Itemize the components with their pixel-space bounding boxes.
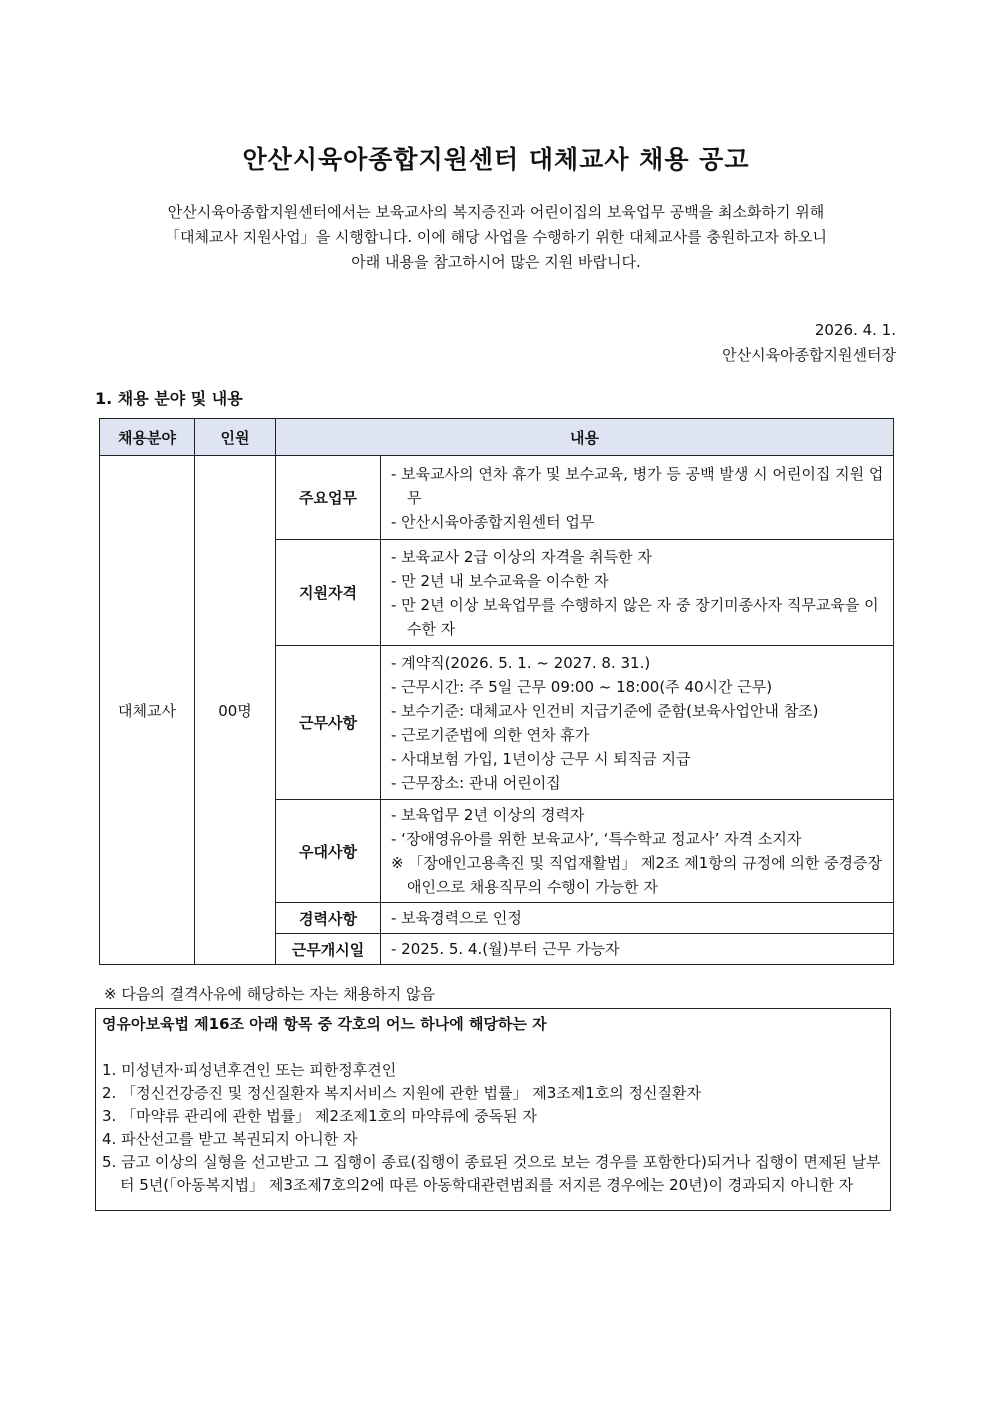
announce-date: 2026. 4. 1. bbox=[814, 321, 896, 339]
page-title: 안산시육아종합지원센터 대체교사 채용 공고 bbox=[242, 145, 750, 174]
intro-line: 아래 내용을 참고하시어 많은 지원 바랍니다. bbox=[351, 253, 641, 271]
disqualify-item: 1. 미성년자·피성년후견인 또는 피한정후견인 bbox=[102, 1061, 397, 1079]
content-line: - 근무시간: 주 5일 근무 09:00 ~ 18:00(주 40시간 근무) bbox=[391, 677, 773, 696]
field-cell: 대체교사 bbox=[100, 456, 195, 965]
category-cell: 우대사항 bbox=[276, 800, 381, 903]
content-line: - 사대보험 가입, 1년이상 근무 시 퇴직금 지급 bbox=[391, 749, 691, 768]
category-cell: 경력사항 bbox=[276, 903, 381, 934]
content-cell bbox=[381, 934, 894, 965]
content-line: - 만 2년 이상 보육업무를 수행하지 않은 자 중 장기미종사자 직무교육을 이수한 자 bbox=[391, 595, 879, 638]
content-line: ※ 「장애인고용촉진 및 직업재활법」 제2조 제1항의 규정에 의한 중경증장애인으로 채용직무의 수행이 가능한 자 bbox=[391, 854, 883, 896]
date-block bbox=[722, 318, 896, 368]
disqualify-item: 3. 「마약류 관리에 관한 법률」 제2조제1호의 마약류에 중독된 자 bbox=[102, 1107, 537, 1125]
intro-line: 「대체교사 지원사업」을 시행합니다. 이에 해당 사업을 수행하기 위한 대체교사를 충원하고자 하오니 bbox=[164, 228, 828, 246]
disqualify-note: ※ 다음의 결격사유에 해당하는 자는 채용하지 않음 bbox=[104, 985, 435, 1003]
count-cell: 00명 bbox=[195, 456, 276, 965]
content-cell bbox=[381, 540, 894, 646]
content-cell bbox=[381, 646, 894, 800]
content-line: - 근로기준법에 의한 연차 휴가 bbox=[391, 725, 590, 744]
content-line: - 보육경력으로 인정 bbox=[391, 909, 522, 927]
content-line: - 보육교사의 연차 휴가 및 보수교육, 병가 등 공백 발생 시 어린이집 지원 업무 bbox=[391, 464, 884, 507]
issuer: 안산시육아종합지원센터장 bbox=[722, 346, 896, 364]
header-field: 채용분야 bbox=[100, 419, 195, 456]
content-line: - 만 2년 내 보수교육을 이수한 자 bbox=[391, 571, 609, 590]
section-heading: 1. 채용 분야 및 내용 bbox=[95, 389, 243, 408]
disqualify-item: 5. 금고 이상의 실형을 선고받고 그 집행이 종료(집행이 종료된 것으로 보는 경우를 포함한다)되거나 집행이 면제된 날부터 5년(「아동복지법」 제3조제7호의2에 따른 아동학대관련범죄를 저지른 경우에는 20년)이 경과되지 아니한 자 bbox=[102, 1153, 881, 1194]
content-line: - 근무장소: 관내 어린이집 bbox=[391, 773, 561, 792]
category-cell: 근무사항 bbox=[276, 646, 381, 800]
content-line: - 보수기준: 대체교사 인건비 지급기준에 준함(보육사업안내 참조) bbox=[391, 701, 819, 720]
intro-line: 안산시육아종합지원센터에서는 보육교사의 복지증진과 어린이집의 보육업무 공백을 최소화하기 위해 bbox=[167, 203, 825, 221]
category-cell: 근무개시일 bbox=[276, 934, 381, 965]
content-line: - 안산시육아종합지원센터 업무 bbox=[391, 512, 595, 531]
disqualify-box bbox=[95, 1008, 891, 1211]
table-row bbox=[100, 456, 894, 540]
content-cell bbox=[381, 903, 894, 934]
disqualify-heading: 영유아보육법 제16조 아래 항목 중 각호의 어느 하나에 해당하는 자 bbox=[102, 1015, 547, 1033]
content-line: - 보육업무 2년 이상의 경력자 bbox=[391, 806, 585, 824]
content-line: - 계약직(2026. 5. 1. ~ 2027. 8. 31.) bbox=[391, 653, 651, 672]
category-cell: 주요업무 bbox=[276, 456, 381, 540]
content-line: - 2025. 5. 4.(월)부터 근무 가능자 bbox=[391, 940, 620, 958]
disqualify-item: 4. 파산선고를 받고 복권되지 아니한 자 bbox=[102, 1130, 358, 1148]
header-content: 내용 bbox=[276, 419, 894, 456]
intro-text bbox=[100, 200, 892, 275]
category-cell: 지원자격 bbox=[276, 540, 381, 646]
content-line: - 보육교사 2급 이상의 자격을 취득한 자 bbox=[391, 547, 652, 566]
recruit-table bbox=[99, 418, 894, 965]
content-cell bbox=[381, 800, 894, 903]
content-cell bbox=[381, 456, 894, 540]
content-line: - ‘장애영유아를 위한 보육교사’, ‘특수학교 정교사’ 자격 소지자 bbox=[391, 830, 802, 848]
disqualify-item: 2. 「정신건강증진 및 정신질환자 복지서비스 지원에 관한 법률」 제3조제1호의 정신질환자 bbox=[102, 1084, 701, 1102]
header-count: 인원 bbox=[195, 419, 276, 456]
table-header-row bbox=[100, 419, 894, 456]
